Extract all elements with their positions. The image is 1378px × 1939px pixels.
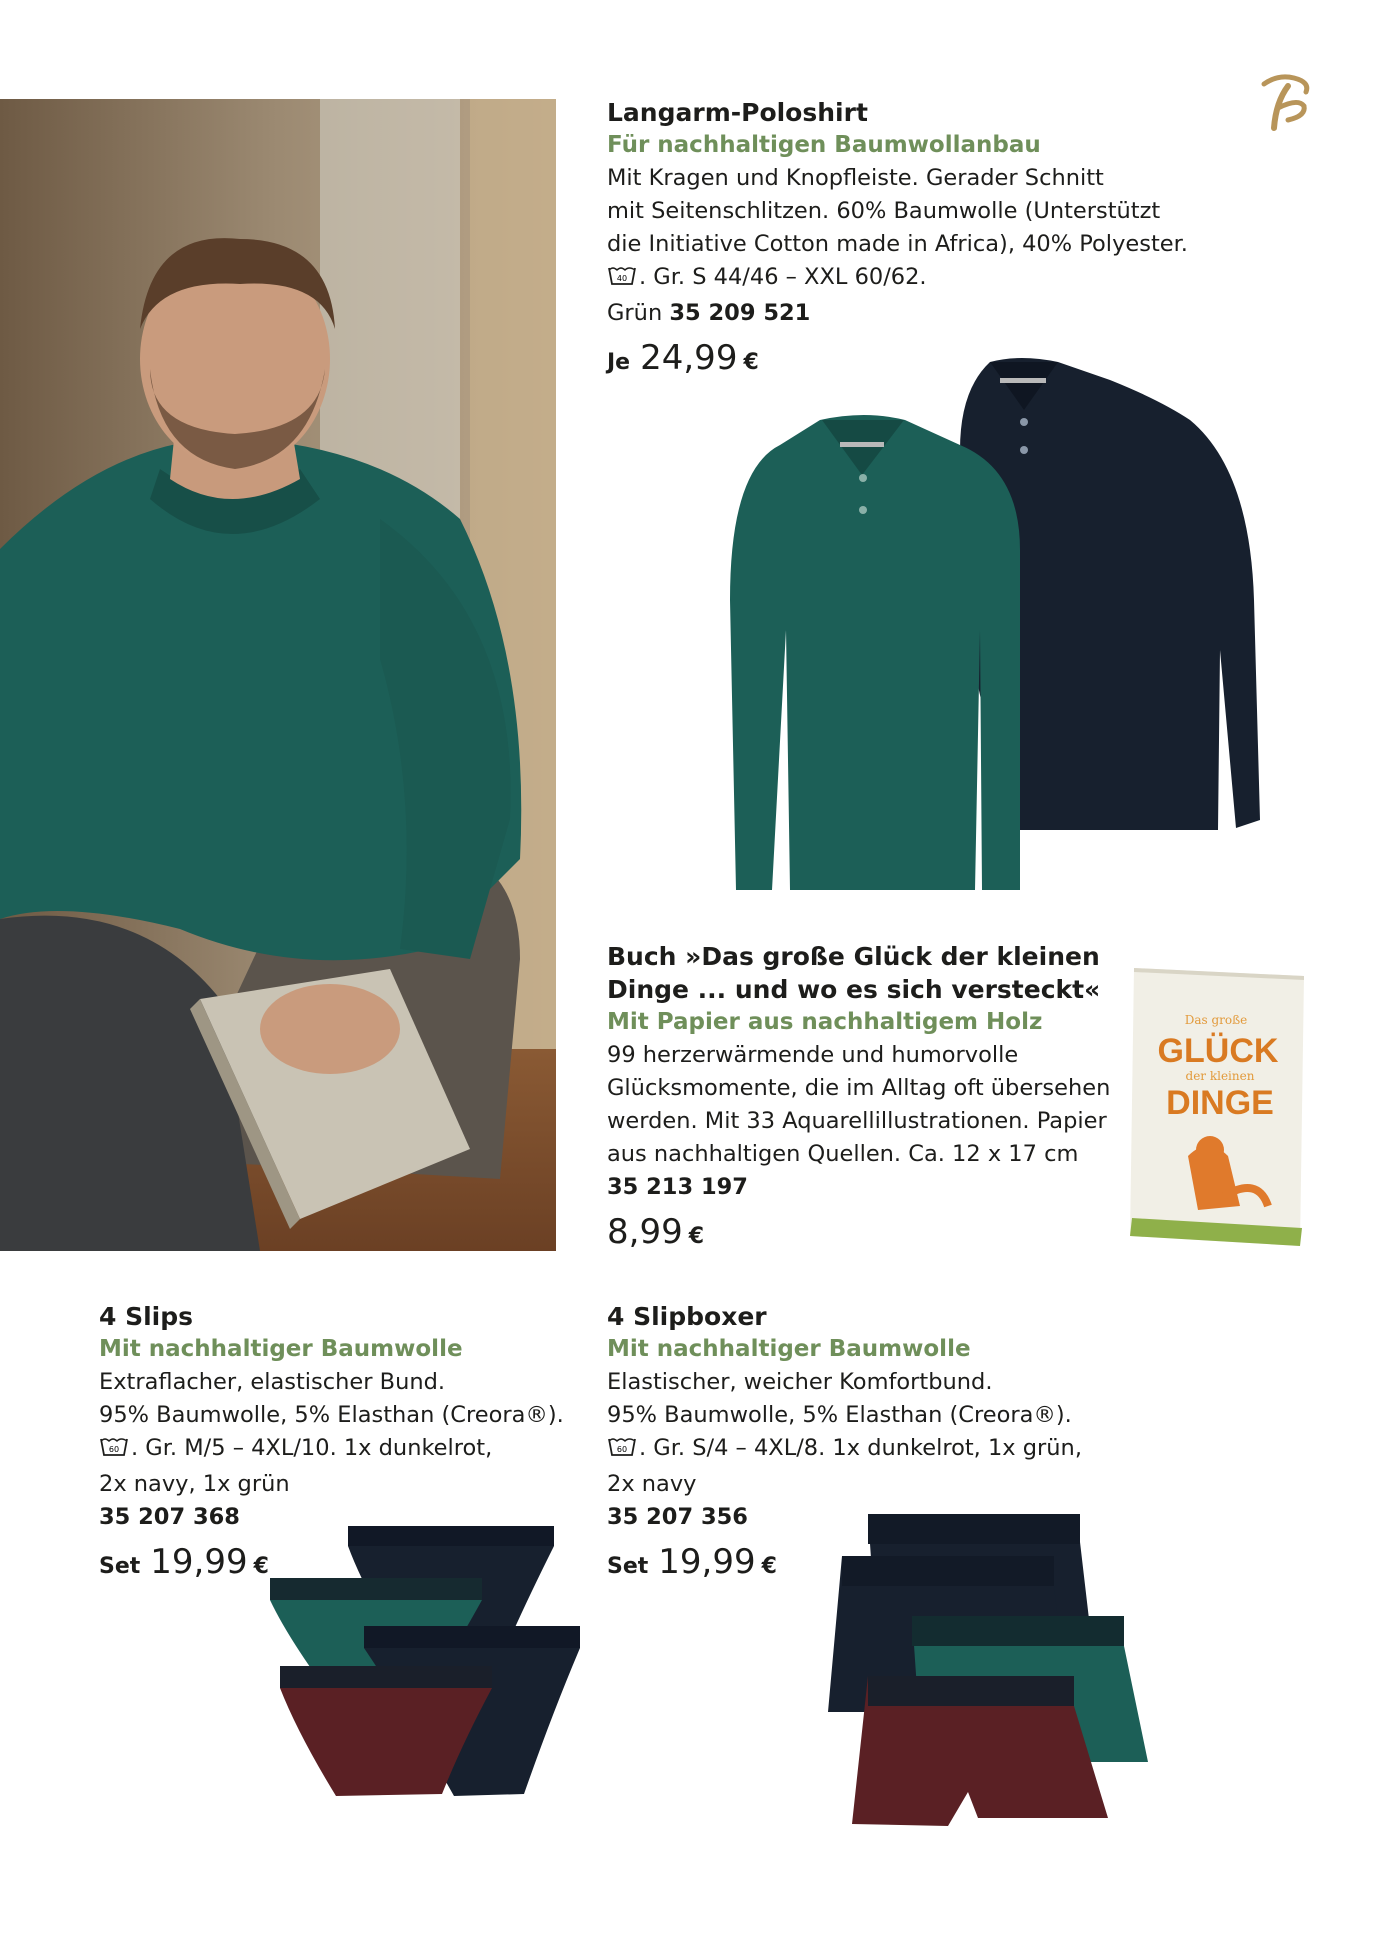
product-desc-line: 95% Baumwolle, 5% Elasthan (Creora®). bbox=[99, 1402, 564, 1428]
svg-text:DINGE: DINGE bbox=[1166, 1084, 1274, 1122]
article-number: 35 213 197 bbox=[607, 1174, 748, 1200]
polo-description bbox=[607, 96, 1287, 383]
svg-text:GLÜCK: GLÜCK bbox=[1157, 1032, 1279, 1070]
product-subtitle: Mit nachhaltiger Baumwolle bbox=[607, 1336, 971, 1362]
currency: € bbox=[253, 1554, 269, 1579]
price-value: 19,99 bbox=[150, 1542, 248, 1582]
svg-text:40: 40 bbox=[616, 274, 628, 283]
price-value: 8,99 bbox=[607, 1212, 683, 1252]
price bbox=[607, 1212, 1127, 1257]
book-description bbox=[607, 940, 1127, 1257]
lifestyle-photo bbox=[0, 99, 556, 1251]
product-sizes-line bbox=[607, 1432, 1167, 1468]
product-desc-line: Extraflacher, elastischer Bund. bbox=[99, 1369, 446, 1395]
product-desc-line: 2x navy, 1x grün bbox=[99, 1471, 290, 1497]
article-number: 35 209 521 bbox=[669, 300, 811, 326]
size-range: . Gr. S/4 – 4XL/8. 1x dunkelrot, 1x grün, bbox=[639, 1435, 1082, 1461]
product-desc-line: werden. Mit 33 Aquarellillustrationen. Papier bbox=[607, 1108, 1107, 1134]
color-article-line bbox=[607, 297, 1287, 330]
price-prefix: Set bbox=[607, 1554, 649, 1579]
product-subtitle: Für nachhaltigen Baumwollanbau bbox=[607, 132, 1041, 158]
product-desc-line: 2x navy bbox=[607, 1471, 697, 1497]
article-number: 35 207 368 bbox=[99, 1504, 240, 1530]
product-desc-line: aus nachhaltigen Quellen. Ca. 12 x 17 cm bbox=[607, 1141, 1079, 1167]
price-prefix: Je bbox=[607, 350, 631, 375]
product-desc-line: mit Seitenschlitzen. 60% Baumwolle (Unterstützt bbox=[607, 198, 1161, 224]
price-prefix: Set bbox=[99, 1554, 141, 1579]
price-value: 24,99 bbox=[640, 338, 738, 378]
wash-icon bbox=[99, 1435, 129, 1468]
currency: € bbox=[761, 1554, 777, 1579]
slipboxer-image bbox=[818, 1512, 1158, 1832]
color-label: Grün bbox=[607, 300, 663, 326]
product-sizes-line bbox=[99, 1432, 599, 1468]
currency: € bbox=[743, 350, 759, 375]
size-range: . Gr. S 44/46 – XXL 60/62. bbox=[639, 264, 927, 290]
product-desc-line: die Initiative Cotton made in Africa), 40% Polyester. bbox=[607, 231, 1188, 257]
currency: € bbox=[688, 1224, 705, 1249]
article-number: 35 207 356 bbox=[607, 1504, 748, 1530]
size-range: . Gr. M/5 – 4XL/10. 1x dunkelrot, bbox=[131, 1435, 493, 1461]
svg-text:der kleinen: der kleinen bbox=[1185, 1069, 1255, 1083]
product-desc-line: Glücksmomente, die im Alltag oft übersehen bbox=[607, 1075, 1111, 1101]
price-value: 19,99 bbox=[658, 1542, 756, 1582]
product-desc-line: Mit Kragen und Knopfleiste. Gerader Schnitt bbox=[607, 165, 1104, 191]
wash-icon bbox=[607, 264, 637, 297]
slips-image bbox=[262, 1524, 592, 1804]
svg-text:Das große: Das große bbox=[1184, 1013, 1248, 1027]
product-desc-line: Elastischer, weicher Komfortbund. bbox=[607, 1369, 993, 1395]
product-title: 4 Slipboxer bbox=[607, 1302, 767, 1331]
product-desc-line: 99 herzerwärmende und humorvolle bbox=[607, 1042, 1019, 1068]
product-title: Langarm-Poloshirt bbox=[607, 98, 868, 127]
svg-text:60: 60 bbox=[616, 1445, 628, 1454]
polo-shirts-image bbox=[690, 350, 1270, 900]
product-title: 4 Slips bbox=[99, 1302, 194, 1331]
wash-icon bbox=[607, 1435, 637, 1468]
svg-text:60: 60 bbox=[108, 1445, 120, 1454]
product-subtitle: Mit nachhaltiger Baumwolle bbox=[99, 1336, 463, 1362]
product-sizes-line bbox=[607, 261, 1287, 297]
product-subtitle: Mit Papier aus nachhaltigem Holz bbox=[607, 1009, 1043, 1035]
product-title: Dinge ... und wo es sich versteckt« bbox=[607, 975, 1101, 1004]
book-cover-image bbox=[1128, 966, 1308, 1248]
product-title: Buch »Das große Glück der kleinen bbox=[607, 942, 1100, 971]
product-desc-line: 95% Baumwolle, 5% Elasthan (Creora®). bbox=[607, 1402, 1072, 1428]
